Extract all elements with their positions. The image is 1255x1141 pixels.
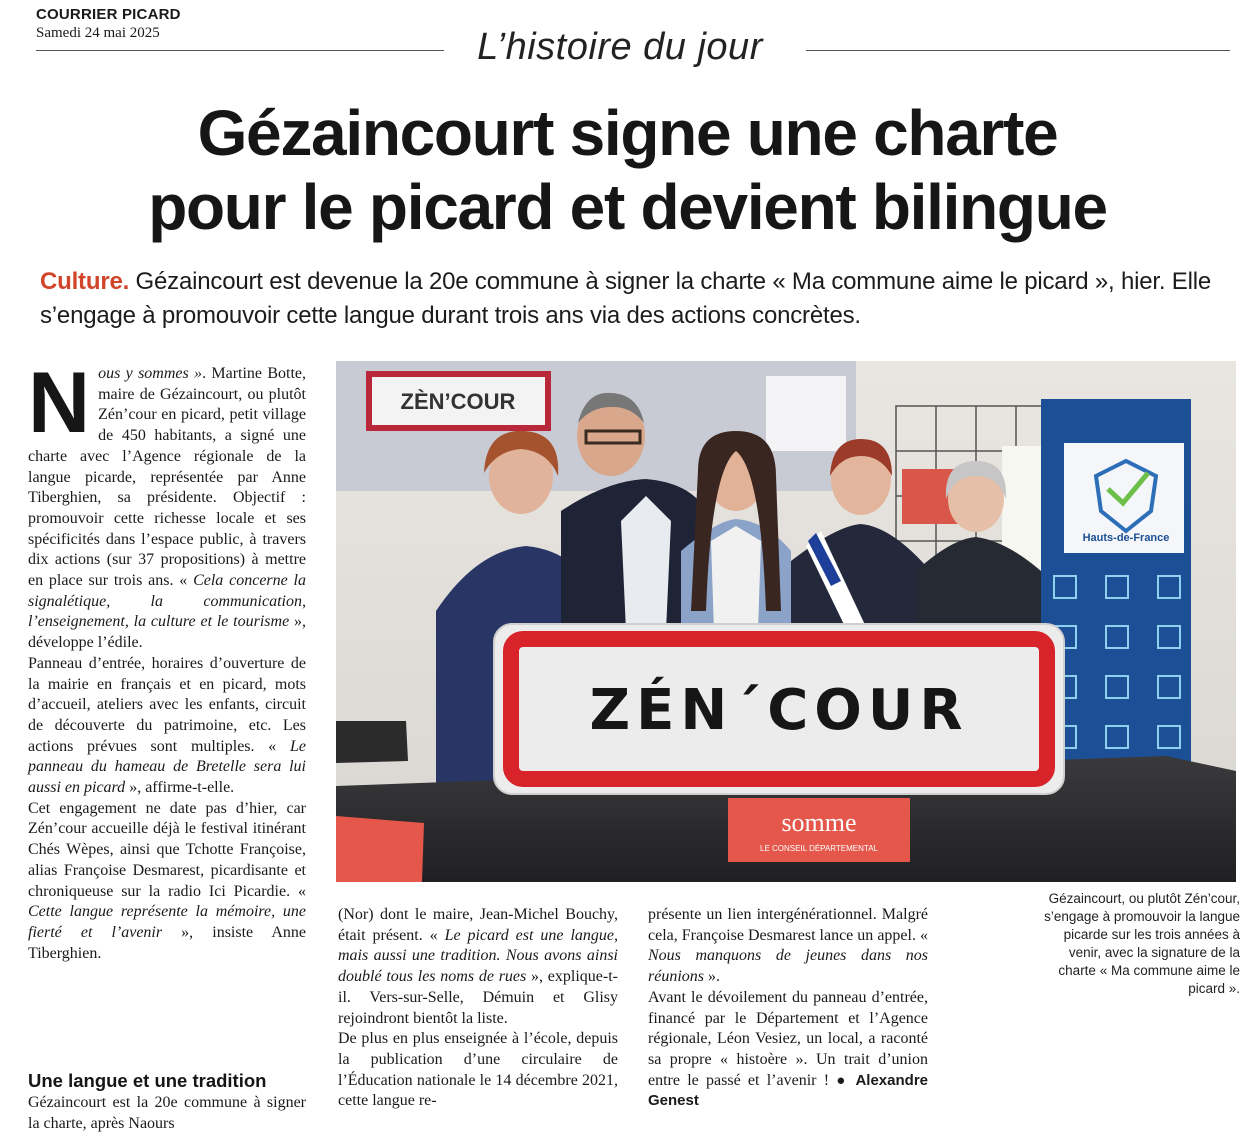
somme-sub: LE CONSEIL DÉPARTEMENTAL [760,844,878,853]
text: (Nor) dont le maire, Jean-Michel Bouchy, était présent. « [338,906,618,944]
zencour-sign [494,624,1064,794]
quote: Nous manquons de jeunes dans nos réunions [648,947,928,986]
paragraph [648,905,928,988]
lede-text: Gézaincourt est devenue la 20e commune à signer la charte « Ma commune aime le picard », hier. Elle s’engage à promouvoir cette langue durant trois ans via des actions concrètes. [40,268,1211,329]
paragraph: Gézaincourt est la 20e commune à signer la charte, après Naours [28,1094,306,1132]
drop-cap: N [28,355,91,451]
region-name: Hauts-de-France [1082,532,1170,544]
text: », explique-t-il. Vers-sur-Selle, Démuin et Glisy rejoindront bientôt la liste. [338,968,618,1027]
text: ». [704,968,720,986]
article-column-3 [648,905,928,1112]
text: », insiste Anne Tiberghien. [28,923,306,962]
article-column-2 [338,905,618,1112]
somme-logo: somme [781,808,857,837]
quote: Le panneau du hameau de Bretelle sera lui aussi en picard [28,737,306,797]
somme-placard [728,798,910,862]
text: Panneau d’entrée, horaires d’ouverture de la mairie en français et en picard, mots d’accueil, ateliers avec les enfants, circuit de découverte du patrimoine, etc. Les actions prévues sont multiples. « [28,654,306,755]
photo-caption: Gézaincourt, ou plutôt Zén’cour, s’engage à promouvoir la langue picarde sur les trois années à venir, avec la signature de la charte « Ma commune aime le picard ». [1044,891,1240,996]
chair [336,721,408,763]
lede [40,265,1230,333]
text: Avant le dévoilement du panneau d’entrée, financé par le Département et l’Agence régionale, Léon Vesiez, un local, a raconté sa propre « histoère ». Un trait d’union entre le passé et l’avenir ! [648,988,928,1089]
lede-kicker: Culture. [40,268,130,295]
rubric-rule-right [806,50,1230,51]
rubric-title: L’histoire du jour [477,26,763,68]
region-logo-screen [766,376,846,451]
paragraph [28,654,306,799]
text: Cet engagement ne date pas d’hier, car Zén’cour accueille déjà le festival itinérant Chés Wèpes, ainsi que Tchotte Françoise, alias Françoise Desmarest, picardisante et chroniqueuse sur la radio Ici Picardie. « [28,799,306,900]
quote: Cette langue représente la mémoire, une fierté et l’avenir [28,903,306,941]
text: », développe l’édile. [28,613,306,652]
text: », affirme-t-elle. [125,779,235,797]
paragraph [648,988,928,1112]
somme-placard-left [336,816,424,882]
headline-line-2: pour le picard et devient bilingue [148,171,1107,243]
paragraph [28,799,306,965]
sign-text: ZÉN´COUR [589,678,969,743]
article-column-1-end [28,1093,306,1134]
quote: Le picard est une langue, mais aussi une tradition. Nous avons ainsi doublé tous les noms de rues [338,926,618,986]
wall-sign-text: ZÈN’COUR [400,389,516,414]
photo-illustration [336,361,1236,882]
text: présente un lien intergénérationnel. Malgré cela, Françoise Desmarest lance un appel. « [648,906,928,944]
dateline: Samedi 24 mai 2025 [36,25,160,41]
quote: Cela concerne la signalétique, la communication, l’enseignement, la culture et le tourisme [28,572,307,631]
article-photo [336,361,1236,882]
article-column-1 [28,355,307,964]
masthead: COURRIER PICARD [36,6,181,23]
headline-line-1: Gézaincourt signe une charte [197,97,1058,169]
subheading: Une langue et une tradition [28,1070,267,1091]
author-signature: ● Alexandre Genest [648,1071,928,1110]
quote: ous y sommes » [98,365,203,382]
paragraph: De plus en plus enseignée à l’école, depuis la publication d’une circulaire de l’Éducation nationale le 14 décembre 2021, cette langue re- [338,1030,618,1110]
headline [20,96,1235,244]
paragraph [338,905,618,1029]
text: . Martine Botte, maire de Gézaincourt, ou plutôt Zén’cour en picard, petit village de 450 habitants, a signé une charte avec l’Agence régionale de la langue picarde, représentée par Anne Tiberghien, sa présidente. Objectif : promouvoir cette richesse locale et ses spécificités dans l’espace public, à travers dix actions (sur 37 propositions) à mettre en place sur trois ans. « [28,365,307,590]
rubric-rule-left [36,50,444,51]
